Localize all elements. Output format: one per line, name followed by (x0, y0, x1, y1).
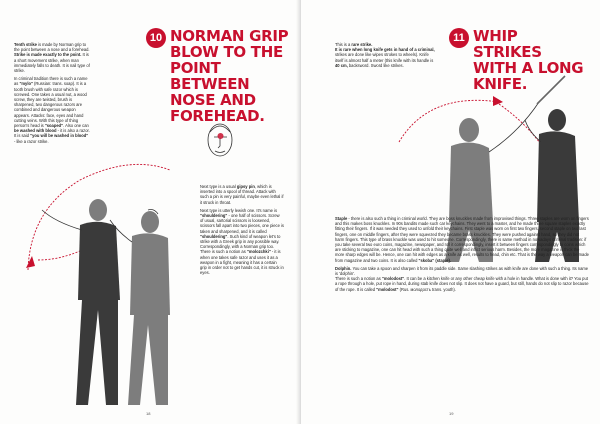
strike-heading: NORMAN GRIP BLOW TO THE POINT BETWEEN NOSE AND FOREHEAD. (170, 27, 289, 125)
intro-paragraph-2: In criminal tradition there is such a name as "mylo" (Russian: trans. soap). It is a tooth brush with safe razor which is screwed. One takes a usual nut, a wood screw, they are twisted, brush is sharpened, two dangerous razors are combined and dangerous weapon appears. Attacks: face, eyes and hand cutting veins. With this type of thing person's head is "soaped". Also one can be washed with blood - it is also a razor. It is said "you will be washed in blood" - like a razor strike. (14, 76, 90, 144)
strike-number-badge: 11 (449, 28, 469, 48)
right-page-number: 19 (449, 411, 454, 416)
staple-paragraph: Staple - there is also such a thing in criminal world. They are boss knuckles made from improvised things. Three staples are worn on fingers and this makes boss knuckles. In 90s bandits made such car keychains. They went to a master, and he made three square staples exactly fitting their fingers. If it was needed they used to unfold their keychains. First staple was worn on first two fingers, second staple on two last fingers, one on middle fingers, after they were squeezed they became brass knuckles. They were pushed against hand, so they did not harm fingers. This type of brass knuckle was used to hit someone. Correspondingly, there is same method in nowadays criminal tradition: if you take several two euro coins, magazine, newspaper, and roll it correspondingly, insert it between fingers correspondingly to coins which are sticking to magazine, one can hit head with such a thing quite well and inflict serious harm. Besides, the more magazine is thick the more sharp edges will be. Hence, one can hit with edges as a knife as well, results to head, chin etc. That is the way a weapon can be made from magazine and two coins. It is also called "skoba" (staple). (335, 216, 589, 263)
dolphin-paragraph: Dolphin. You can take a spoon and sharpen it from its paddle side. Same slashing strikes as with knife are done with such a thing. Its name is 'dolphin'. There is such a notion as "molodost". It can be a kitchen knife or any other cheap knife with a hole in handle. What is done with it? You put a rope through a hole, put rope in hand, during stab knife does not slip. It does not have a guard, but still, hands do not slip to razor because of the rope. It is called "molodost" (Rus. молодость trans. youth). (335, 265, 589, 292)
face-target-illustration (200, 118, 240, 162)
staple-text (335, 216, 589, 295)
tenth-strike-label: Tenth strike (14, 42, 37, 47)
gipsy-pin-paragraph: Next type is a usual gipsy pin, which is inserted into a spool of thread. Attack with such a pin is very painful, maybe even lethal if it struck in throat. (200, 184, 284, 205)
rare-strike-paragraph: This is a rare strike. It is rare when long knife gets in hand of a criminal, strikes are done like wipes strokes to wheels). Knife itself is almost half a meter (this knife with its handle is 40 cm, backsword. Sword like strikes. (335, 42, 435, 68)
strike-heading: WHIP STRIKES WITH A LONG KNIFE. (473, 27, 584, 93)
left-intro-text (14, 42, 90, 147)
right-page (300, 0, 600, 424)
shouldering-paragraph: Next type is utterly lewish one. It's name is "shouldering" - one half of scissors. Screw of usual, sartorial scissors is loosened, scissors fall apart into two pieces, one piece is taken and sharpened, and it is called "shouldering". Such kind of weapon let's to strike with a Greek grip in any possible way. Correspondingly, with a Norman grip too. There is such a notion as "molozchki" - it is when one takes safe razor and uses it as a weapon in a fight, meaning it has a certain grip in order not to get hands cut, it is struck in eyes. (200, 207, 284, 276)
strike-number-badge: 10 (146, 28, 166, 48)
intro-paragraph-1: Tenth strike is made by Norman grip to the point between a nose and a forehead. Strike is made exactly to the point. It is a short movement strike, when man immediately falls to death. It is nail type of strike. (14, 42, 90, 74)
left-second-column-text (200, 184, 284, 278)
left-page-number: 18 (146, 411, 151, 416)
right-intro-text (335, 42, 435, 71)
norman-grip-fighters-illustration (20, 150, 200, 415)
